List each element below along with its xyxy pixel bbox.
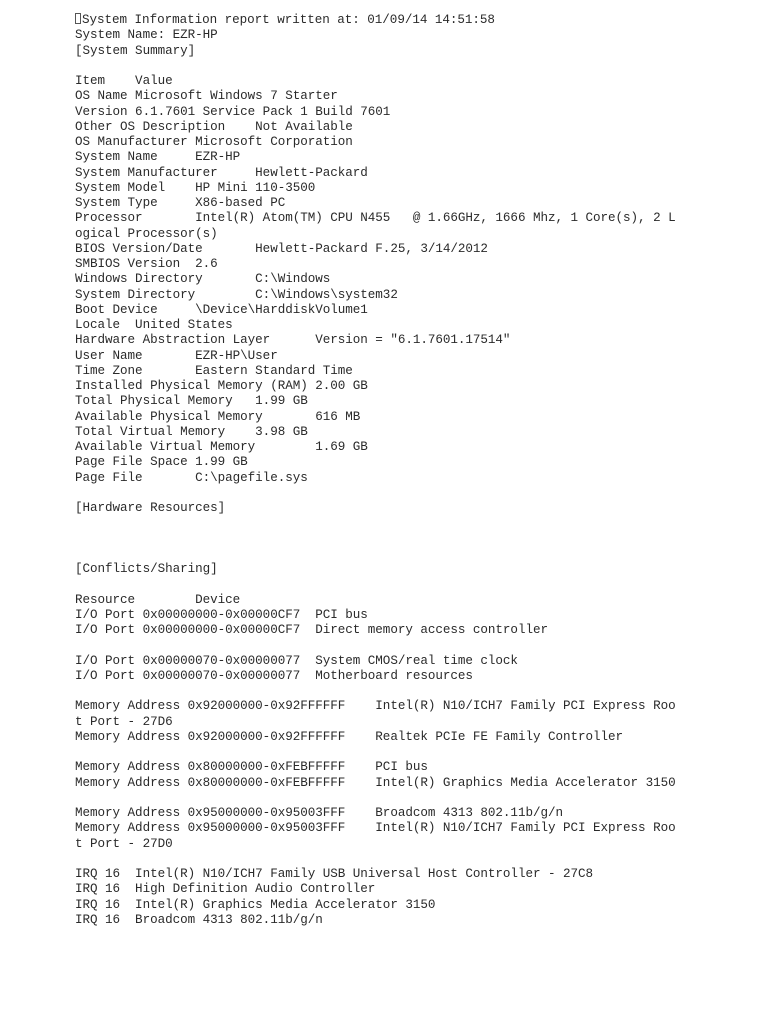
spacer: [75, 486, 755, 501]
summary-row: Total Virtual Memory 3.98 GB: [75, 424, 308, 439]
resource-row: I/O Port 0x00000000-0x00000CF7 PCI bus: [75, 607, 368, 622]
summary-column-header: Item Value: [75, 74, 173, 88]
summary-row: Available Physical Memory 616 MB: [75, 409, 361, 424]
spacer: [75, 791, 755, 806]
summary-row: Other OS Description Not Available: [75, 119, 353, 134]
spacer: [75, 684, 755, 699]
spacer: [75, 532, 755, 547]
summary-row: Page File C:\pagefile.sys: [75, 470, 308, 485]
summary-row: OS Manufacturer Microsoft Corporation: [75, 135, 353, 149]
summary-row: Available Virtual Memory 1.69 GB: [75, 440, 368, 454]
resource-row: I/O Port 0x00000070-0x00000077 Motherboard resources: [75, 668, 473, 683]
summary-row: Total Physical Memory 1.99 GB: [75, 394, 308, 409]
resource-row: I/O Port 0x00000070-0x00000077 System CMOS/real time clock: [75, 653, 518, 668]
summary-row: System Name EZR-HP: [75, 150, 241, 165]
spacer: [75, 59, 755, 74]
report-header-line: System Information report written at: 01/09/14 14:51:58: [75, 13, 755, 28]
resource-row: I/O Port 0x00000000-0x00000CF7 Direct memory access controller: [75, 623, 548, 637]
summary-row: Installed Physical Memory (RAM) 2.00 GB: [75, 379, 368, 393]
section-heading-summary: [System Summary]: [75, 43, 196, 58]
summary-row: System Directory C:\Windows\system32: [75, 287, 398, 302]
summary-row: BIOS Version/Date Hewlett-Packard F.25, 3/14/2012: [75, 241, 488, 256]
resource-row: IRQ 16 Intel(R) N10/ICH7 Family USB Universal Host Controller - 27C8: [75, 867, 594, 881]
summary-row: System Model HP Mini 110-3500: [75, 180, 316, 195]
summary-row: Boot Device \Device\HarddiskVolume1: [75, 302, 368, 317]
spacer: [75, 516, 755, 531]
resource-row: Memory Address 0x80000000-0xFEBFFFFF Intel(R) Graphics Media Accelerator 3150: [75, 775, 676, 790]
summary-row-wrap: ogical Processor(s): [75, 226, 218, 241]
summary-row: System Type X86-based PC: [75, 196, 286, 210]
section-heading-conflicts: [Conflicts/Sharing]: [75, 562, 218, 576]
summary-row: Version 6.1.7601 Service Pack 1 Build 7601: [75, 104, 391, 119]
summary-row: User Name EZR-HP\User: [75, 348, 278, 363]
resource-row-wrap: t Port - 27D0: [75, 836, 173, 851]
resource-row: Memory Address 0x92000000-0x92FFFFFF Realtek PCIe FE Family Controller: [75, 729, 624, 744]
resource-row: Memory Address 0x92000000-0x92FFFFFF Intel(R) N10/ICH7 Family PCI Express Roo: [75, 699, 676, 714]
resource-row: Memory Address 0x80000000-0xFEBFFFFF PCI bus: [75, 760, 428, 775]
summary-row: Time Zone Eastern Standard Time: [75, 363, 353, 378]
summary-row: Locale United States: [75, 318, 233, 332]
bom-glyph-icon: [75, 13, 81, 24]
resource-row-wrap: t Port - 27D6: [75, 714, 173, 729]
spacer: [75, 852, 755, 867]
summary-row: Processor Intel(R) Atom(TM) CPU N455 @ 1.66GHz, 1666 Mhz, 1 Core(s), 2 L: [75, 211, 676, 226]
conflicts-column-header: Resource Device: [75, 592, 241, 607]
summary-row: OS Name Microsoft Windows 7 Starter: [75, 89, 338, 104]
summary-row: System Manufacturer Hewlett-Packard: [75, 165, 368, 180]
summary-row: Hardware Abstraction Layer Version = "6.1.7601.17514": [75, 333, 511, 348]
summary-row: SMBIOS Version 2.6: [75, 257, 218, 271]
resource-row: Memory Address 0x95000000-0x95003FFF Broadcom 4313 802.11b/g/n: [75, 806, 563, 820]
system-name-line: System Name: EZR-HP: [75, 28, 218, 43]
resource-row: IRQ 16 Broadcom 4313 802.11b/g/n: [75, 912, 323, 927]
system-info-report: [75, 13, 755, 928]
summary-row: Windows Directory C:\Windows: [75, 272, 331, 287]
spacer: [75, 638, 755, 653]
spacer: [75, 577, 755, 592]
spacer: [75, 745, 755, 760]
summary-row: Page File Space 1.99 GB: [75, 455, 248, 470]
resource-row: IRQ 16 Intel(R) Graphics Media Accelerator 3150: [75, 897, 436, 912]
resource-row: IRQ 16 High Definition Audio Controller: [75, 882, 376, 897]
resource-row: Memory Address 0x95000000-0x95003FFF Intel(R) N10/ICH7 Family PCI Express Roo: [75, 821, 676, 836]
section-heading-hardware: [Hardware Resources]: [75, 501, 226, 515]
spacer: [75, 547, 755, 562]
